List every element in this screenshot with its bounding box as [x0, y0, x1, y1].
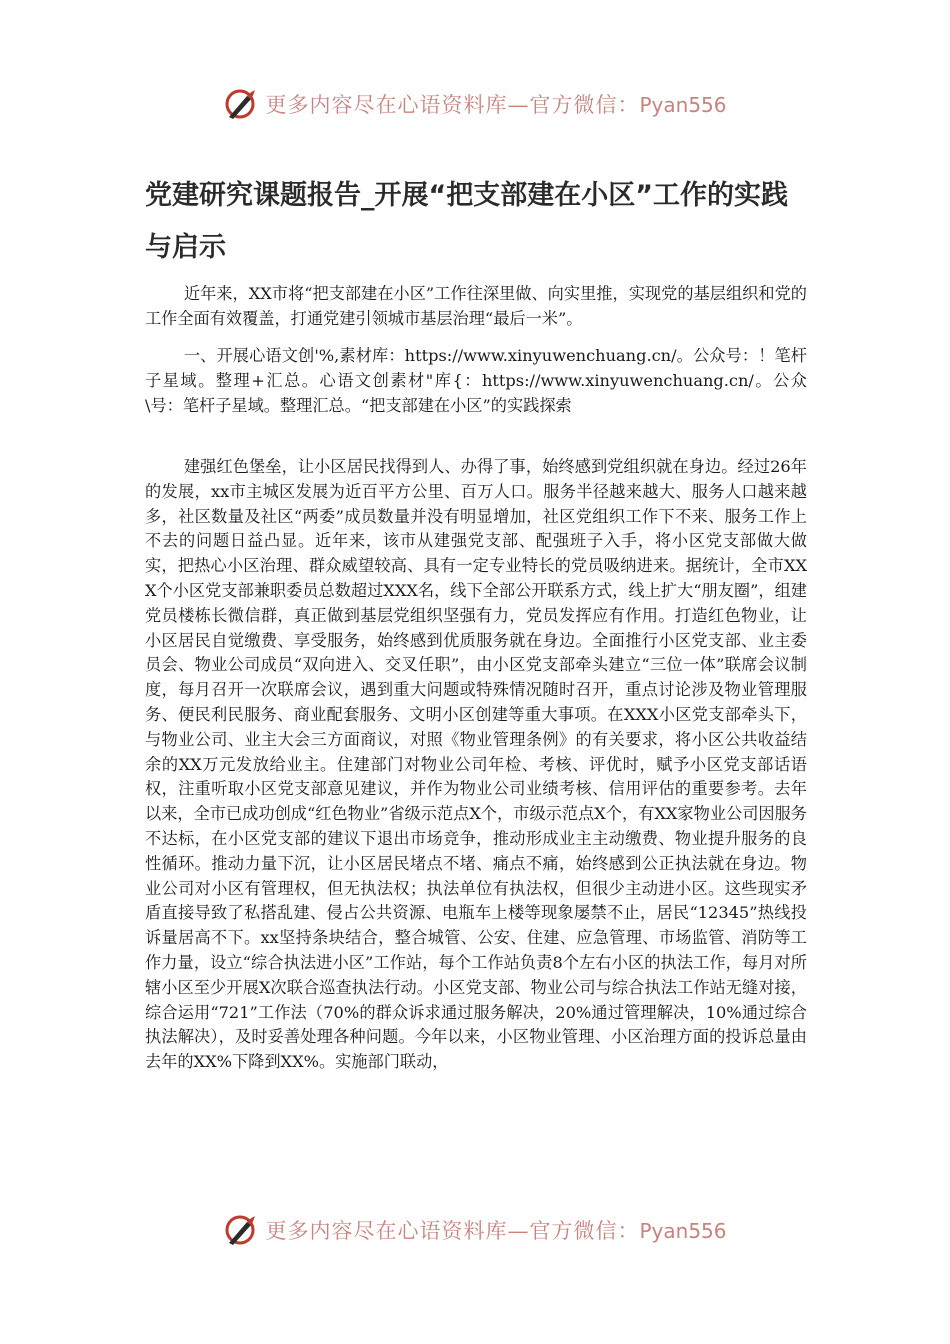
banner-text: 更多内容尽在心语资料库—官方微信：Pyan556: [265, 1219, 727, 1243]
document-title: 党建研究课题报告_开展“把支部建在小区”工作的实践与启示: [145, 180, 788, 263]
banner-wechat-id: Pyan556: [639, 1219, 727, 1243]
quill-seal-logo-icon: [223, 87, 257, 121]
paragraph-body: 建强红色堡垒，让小区居民找得到人、办得了事，始终感到党组织就在身边。经过26年的发展，xx市主城区发展为近百平方公里、百万人口。服务半径越来越大、服务人口越来越多，社区数量及社区“两委”成员数量并没有明显增加，社区党组织工作下不来、服务工作上不去的问题日益凸显。近年来，该市从建强党支部、配强班子入手，将小区党支部做大做实，把热心小区治理、群众威望较高、具有一定专业特长的党员吸纳进来。据统计，全市XXX个小区党支部兼职委员总数超过XXX名，线下全部公开联系方式，线上扩大“朋友圈”，组建党员楼栋长微信群，真正做到基层党组织坚强有力，党员发挥应有作用。打造红色物业，让小区居民自觉缴费、享受服务，始终感到优质服务就在身边。全面推行小区党支部、业主委员会、物业公司成员“双向进入、交叉任职”，由小区党支部牵头建立“三位一体”联席会议制度，每月召开一次联席会议，遇到重大问题或特殊情况随时召开，重点讨论涉及物业管理服务、便民利民服务、商业配套服务、文明小区创建等重大事项。在XXX小区党支部牵头下，与物业公司、业主大会三方面商议，对照《物业管理条例》的有关要求，将小区公共收益结余的XX万元发放给业主。住建部门对物业公司年检、考核、评优时，赋予小区党支部话语权，注重听取小区党支部意见建议，并作为物业公司业绩考核、信用评估的重要参考。去年以来，全市已成功创成“红色物业”省级示范点X个，市级示范点X个，有XX家物业公司因服务不达标，在小区党支部的建议下退出市场竞争，推动形成业主主动缴费、物业提升服务的良性循环。推动力量下沉，让小区居民堵点不堵、痛点不痛，始终感到公正执法就在身边。物业公司对小区有管理权，但无执法权；执法单位有执法权，但很少主动进小区。这些现实矛盾直接导致了私搭乱建、侵占公共资源、电瓶车上楼等现象屡禁不止，居民“12345”热线投诉量居高不下。xx坚持条块结合，整合城管、公安、住建、应急管理、市场监管、消防等工作力量，设立“综合执法进小区”工作站，每个工作站负责8个左右小区的执法工作，每月对所辖小区至少开展X次联合巡查执法行动。小区党支部、物业公司与综合执法工作站无缝对接，综合运用“721”工作法（70%的群众诉求通过服务解决，20%通过管理解决，10%通过综合执法解决），及时妥善处理各种问题。今年以来，小区物业管理、小区治理方面的投诉总量由去年的XX%下降到XX%。实施部门联动，: [145, 457, 807, 1072]
paragraph-intro: 近年来，XX市将“把支部建在小区”工作往深里做、向实里推，实现党的基层组织和党的工作全面有效覆盖，打通党建引领城市基层治理“最后一米”。: [145, 284, 807, 328]
header-banner: [0, 84, 950, 124]
footer-banner: [0, 1210, 950, 1250]
paragraph-block: [145, 455, 807, 1075]
paragraph-block: [145, 282, 807, 332]
paragraph-block: [145, 343, 807, 418]
section-heading-paragraph: 一、开展心语文创'%,素材库：https://www.xinyuwenchuang.cn/。公众号：！笔杆子星域。整理+汇总。心语文创素材"库{：https://www.xinyuwenchuang.cn/。公众\号：笔杆子星域。整理汇总。“把支部建在小区”的实践探索: [145, 346, 807, 415]
banner-text: 更多内容尽在心语资料库—官方微信：Pyan556: [265, 93, 727, 117]
quill-seal-logo-icon: [223, 1213, 257, 1247]
banner-wechat-id: Pyan556: [639, 93, 727, 117]
